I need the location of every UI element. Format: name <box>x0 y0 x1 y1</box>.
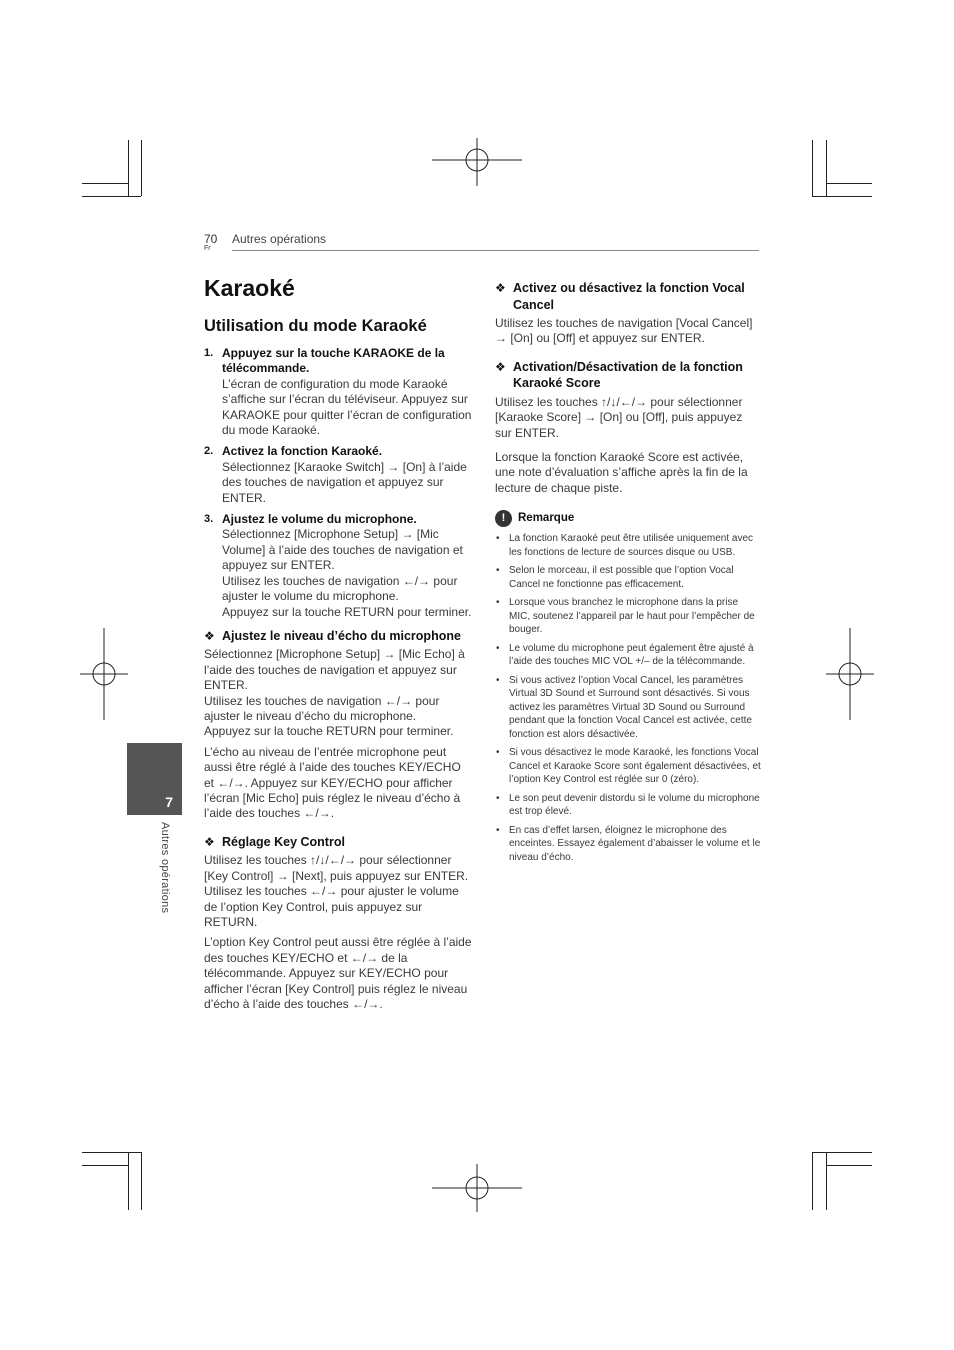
bullet-icon: • <box>496 565 500 577</box>
step-heading: Appuyez sur la touche KARAOKE de la télécommande. <box>222 346 445 376</box>
remark-heading <box>495 510 761 527</box>
chapter-tab-label: Autres opérations <box>159 822 171 914</box>
registration-mark-left <box>80 628 128 720</box>
paragraph: Utilisez les touches de navigation [Vocal Cancel] → [On] ou [Off] et appuyez sur ENTER. <box>495 316 753 346</box>
remark-list <box>495 532 761 864</box>
diamond-icon: ❖ <box>204 628 215 643</box>
paragraph: Lorsque la fonction Karaoké Score est activée, une note d’évaluation s’affiche après la fin de la lecture de chaque piste. <box>495 450 748 495</box>
right-column <box>495 280 761 869</box>
step-body: Utilisez les touches de navigation ←/→ pour ajuster le volume du microphone. <box>222 573 458 604</box>
list-item: • Lorsque vous branchez le microphone dans la prise MIC, soutenez l’appareil par le haut pour l’empêcher de bouger. <box>496 597 755 636</box>
bullet-icon: • <box>496 824 500 836</box>
list-item: • Le volume du microphone peut également être ajusté à l’aide des touches MIC VOL +/– de la télécommande. <box>496 642 754 668</box>
language-code: Fr <box>204 245 211 252</box>
bullet-icon: • <box>496 642 500 654</box>
bullet-icon: • <box>496 674 500 686</box>
step-body: L’écran de configuration du mode Karaoké s’affiche sur l’écran du téléviseur. Appuyez sur KARAOKE pour quitter l’écran de configuration du mode Karaoké. <box>222 376 472 438</box>
paragraph: Sélectionnez [Microphone Setup] → [Mic Echo] à l’aide des touches de navigation et appuyez sur ENTER. <box>204 647 465 693</box>
subsection-echo-heading: ❖ Ajustez le niveau d’écho du microphone <box>204 628 461 643</box>
subsection-vocal-cancel-heading: ❖ Activez ou désactivez la fonction Vocal Cancel <box>495 281 745 312</box>
step-number: 2. <box>204 445 214 458</box>
step-heading: Ajustez le volume du microphone. <box>222 512 417 527</box>
step-body: Sélectionnez [Karaoke Switch] → [On] à l’aide des touches de navigation et appuyez sur ENTER. <box>222 459 467 505</box>
list-item: • La fonction Karaoké peut être utilisée uniquement avec les fonctions de lecture de sources disque ou USB. <box>496 533 754 558</box>
paragraph: Utilisez les touches ↑/↓/←/→ pour sélectionner [Key Control] → [Next], puis appuyez sur ENTER. Utilisez les touches ←/→ pour ajuster le volume de l’option Key Control, puis appuyez sur RETURN. <box>204 853 469 929</box>
header-rule <box>232 250 759 251</box>
registration-mark-top <box>430 138 524 186</box>
paragraph: L’écho au niveau de l’entrée microphone peut aussi être réglé à l’aide des touches KEY/ECHO et ←/→. Appuyez sur KEY/ECHO pour afficher l’écran [Mic Echo] puis réglez le niveau d’écho à l’aide des touches ←/→. <box>204 744 461 821</box>
step-1 <box>204 346 472 438</box>
subsection-karaoke-score-heading: ❖ Activation/Désactivation de la fonction Karaoké Score <box>495 359 743 391</box>
diamond-icon: ❖ <box>495 359 506 374</box>
bullet-icon: • <box>496 533 500 545</box>
list-item: • Le son peut devenir distordu si le volume du microphone est trop élevé. <box>496 792 760 818</box>
running-header: Autres opérations <box>232 232 327 246</box>
step-3 <box>204 512 472 620</box>
bullet-icon: • <box>496 597 500 609</box>
step-2 <box>204 444 472 506</box>
paragraph: L’option Key Control peut aussi être réglée à l’aide des touches KEY/ECHO et ←/→ de la télécommande. Appuyez sur KEY/ECHO pour afficher l’écran [Key Control] puis réglez le niveau d’écho à l’aide des touches ←/→. <box>204 935 472 1012</box>
section-title: Utilisation du mode Karaoké <box>204 317 427 335</box>
paragraph: Utilisez les touches de navigation ←/→ pour ajuster le niveau d’écho du microphone. <box>204 693 440 724</box>
paragraph: Appuyez sur la touche RETURN pour terminer. <box>204 724 454 739</box>
list-item: • Si vous désactivez le mode Karaoké, les fonctions Vocal Cancel et Karaoke Score sont également désactivées, et l’option Key Control est réglée sur 0 (zéro). <box>496 747 761 786</box>
registration-mark-right <box>826 628 874 720</box>
step-body: Sélectionnez [Microphone Setup] → [Mic Volume] à l’aide des touches de navigation et appuyez sur ENTER. <box>222 527 463 573</box>
chapter-tab <box>127 743 182 815</box>
remark-label: Remarque <box>518 512 575 525</box>
warning-icon: ! <box>495 510 512 527</box>
registration-mark-bottom <box>430 1164 524 1212</box>
diamond-icon: ❖ <box>495 281 506 295</box>
bullet-icon: • <box>496 747 500 759</box>
step-body: Appuyez sur la touche RETURN pour terminer. <box>222 604 472 619</box>
page-number: 70 <box>204 232 218 246</box>
step-number: 1. <box>204 347 214 359</box>
page-title: Karaoké <box>204 275 295 301</box>
list-item: • Si vous activez l’option Vocal Cancel, les paramètres Virtual 3D Sound et Surround sont désactivés. Si vous activez les paramètres Virtual 3D Sound ou Surround pendant que la fonction Vocal Cancel est activée, cette fonction est alors désactivée. <box>496 674 752 740</box>
left-column <box>204 274 472 1017</box>
bullet-icon: • <box>496 792 500 804</box>
list-item: • Selon le morceau, il est possible que l’option Vocal Cancel ne fonctionne pas efficacement. <box>496 565 734 590</box>
step-heading: Activez la fonction Karaoké. <box>222 444 383 459</box>
paragraph: Utilisez les touches ↑/↓/←/→ pour sélectionner [Karaoke Score] → [On] ou [Off], puis appuyez sur ENTER. <box>495 394 743 440</box>
list-item: • En cas d’effet larsen, éloignez le microphone des enceintes. Essayez également d’abaisser le volume et le niveau d’écho. <box>496 824 761 863</box>
chapter-number: 7 <box>165 794 173 810</box>
step-number: 3. <box>204 513 214 526</box>
diamond-icon: ❖ <box>204 834 215 849</box>
subsection-key-control-heading: ❖ Réglage Key Control <box>204 834 345 849</box>
